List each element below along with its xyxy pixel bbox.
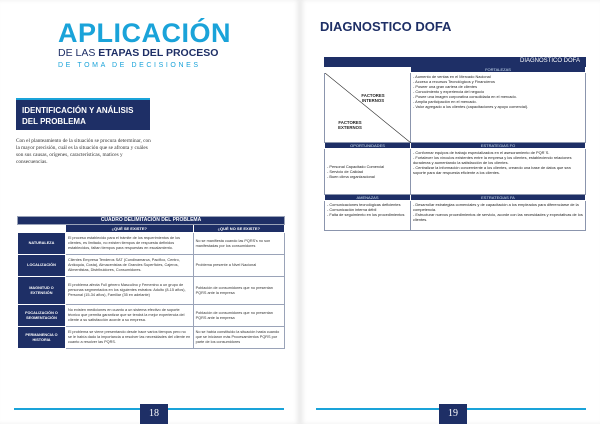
page-title: APLICACIÓN: [58, 18, 231, 48]
table-corner: [18, 225, 66, 233]
estrategias-fo-list: [411, 149, 586, 195]
fortalezas-list: [411, 73, 586, 143]
list-item: - Posee una imagen corporativa consolidada en el mercado.: [413, 94, 517, 99]
list-item: - Poseer una gran cartera de clientes: [413, 84, 478, 89]
diagonal-divider: [325, 73, 411, 143]
problem-delimitation-table: [17, 216, 285, 349]
factors-diagonal-cell: [325, 73, 411, 143]
table-row: [18, 327, 285, 349]
list-item: - Personal Capacitado Comercial: [327, 164, 385, 169]
cell-no: Población de consumidores que no presentan PQRS ante la empresa: [193, 305, 284, 327]
page-number: 19: [439, 404, 467, 424]
list-item: - Servicio de Calidad: [327, 169, 363, 174]
subtitle-strong: ETAPAS DEL PROCESO: [98, 47, 219, 59]
cell-no: Problema presente a Nivel Nacional: [193, 255, 284, 277]
row-label: PERMANENCIA O HISTORIA: [18, 327, 66, 349]
cell-no: No se había constituido la situación hasta cuando que se iniciaron más Procesamientos PQRS por parte de los consumidores: [193, 327, 284, 349]
list-item: - Comunicación interna débil: [327, 207, 377, 212]
list-item: - Desarrollar estrategias comerciales y de capacitación a los empleados para diferenciarse de la competencia.: [413, 202, 579, 212]
list-item: - Comunicaciones tecnológicas deficientes: [327, 202, 401, 207]
page-title: DIAGNOSTICO DOFA: [320, 19, 452, 34]
estrategias-fa-list: [411, 201, 586, 231]
list-item: - Amplia participación en el mercado.: [413, 99, 477, 104]
list-item: - Estructurar nuevos procedimientos de servicio, acorde con las necesidades y expectativas de los clientes.: [413, 212, 583, 222]
list-item: - Aumento de ventas en el Mercado Nacional: [413, 74, 491, 79]
cell-yes: El problema se viene presentando desde hace varios tiempos pero no se le había dado la importancia a resolver las necesidades del cliente en cuanto a resolver las PQRS.: [66, 327, 194, 349]
page-subtitle: [58, 47, 298, 59]
section-heading: [16, 98, 150, 130]
table-row: [18, 305, 285, 327]
oportunidades-list: [325, 149, 411, 195]
table-caption: CUADRO DELIMITACIÓN DEL PROBLEMA: [18, 217, 285, 225]
page-subtitle-secondary: DE TOMA DE DECISIONES: [58, 62, 201, 69]
list-item: - Conformar equipos de trabajo especializados en el asesoramiento de PQR´S.: [413, 150, 550, 155]
cell-yes: No existen mediciones en cuanto a un sistema efectivo de soporte técnico que permita garantizar que se tendrá la mejor experiencia del cliente a su satisfacción acorde a su empresa.: [66, 305, 194, 327]
section-heading-line1: IDENTIFICACIÓN Y ANÁLISIS: [22, 106, 134, 115]
band-amenazas: AMENAZAS: [325, 195, 411, 201]
row-label: FOCALIZACIÓN O SEGMENTACIÓN: [18, 305, 66, 327]
list-item: - Conocimiento y experiencia del negocio: [413, 89, 485, 94]
table-row: [18, 255, 285, 277]
label-factores-externos: FACTORES EXTERNOS: [338, 120, 362, 130]
list-item: - Buen clima organizacional: [327, 174, 375, 179]
col-header-yes: ¿QUÉ SE EXISTE?: [66, 225, 194, 233]
table-row: [18, 277, 285, 305]
matrix-header: DIAGNÓSTICO DOFA: [325, 58, 586, 67]
col-header-no: ¿QUÉ NO SE EXISTE?: [193, 225, 284, 233]
dofa-matrix: [324, 57, 586, 231]
cell-yes: Clientes Empresa Tenderos SAT (Cundinamarca, Pacífico, Centro, Antioquia, Costa), Almacenistas de Grandes Superficies, Cajeros, Alimentistas, Distribuidores, Consumidores.: [66, 255, 194, 277]
band-oportunidades: OPORTUNIDADES: [325, 143, 411, 149]
section-heading-line2: DEL PROBLEMA: [22, 117, 86, 126]
label-factores-internos: FACTORES INTERNOS: [361, 93, 385, 103]
cell-yes: El proceso establecido para el trámite de los requerimientos de los clientes, es limitado, no existen tiempos de respuesta definidos establecidos, faltan tiempos para respuestas en escalamiento.: [66, 233, 194, 255]
cell-no: No se manifiesta cuando las PQRS's no son manifestadas por los consumidores: [193, 233, 284, 255]
list-item: - Falta de seguimiento en los procedimientos: [327, 212, 405, 217]
row-label: MAGNITUD O EXTENSIÓN: [18, 277, 66, 305]
page-number: 18: [140, 404, 168, 424]
subtitle-pre: DE LAS: [58, 47, 99, 59]
row-label: LOCALIZACIÓN: [18, 255, 66, 277]
band-estrategias-fo: ESTRATEGIAS FO: [411, 143, 586, 149]
list-item: - Valor agregado a los clientes (capacitaciones y apoyo comercial).: [413, 104, 529, 109]
list-item: - Centralizar la información concerniente a los clientes, creando una base de datos que sea soporte para dar respuesta eficiente a los clientes.: [413, 165, 571, 175]
band-fortalezas: FORTALEZAS: [411, 67, 586, 73]
list-item: - Fortalecer los vínculos existentes entre la empresa y los clientes, estableciendo relaciones duraderas y aumentando la satisfacción de los clientes.: [413, 155, 572, 165]
row-label: NATURALEZA: [18, 233, 66, 255]
list-item: - Acceso a recursos Tecnológicos y Financieros: [413, 79, 495, 84]
right-page: [300, 0, 600, 424]
table-row: [18, 233, 285, 255]
band-estrategias-fa: ESTRATEGIAS FA: [411, 195, 586, 201]
intro-paragraph: Con el planteamiento de la situación se procura determinar, con la mayor precisión, cuál es la situación que se afronta y cuáles son sus causas, orígenes, características, matices y consecuencias.: [16, 138, 151, 165]
cell-yes: El problema afecta Full género Masculino y Femenino a un grupo de personas segmentados en los siguientes estratos: Adulto (8-15 años), Personal (15-34 años), Familiar (35 en adelante): [66, 277, 194, 305]
amenazas-list: [325, 201, 411, 231]
cell-no: Población de consumidores que no presentan PQRS ante la empresa: [193, 277, 284, 305]
